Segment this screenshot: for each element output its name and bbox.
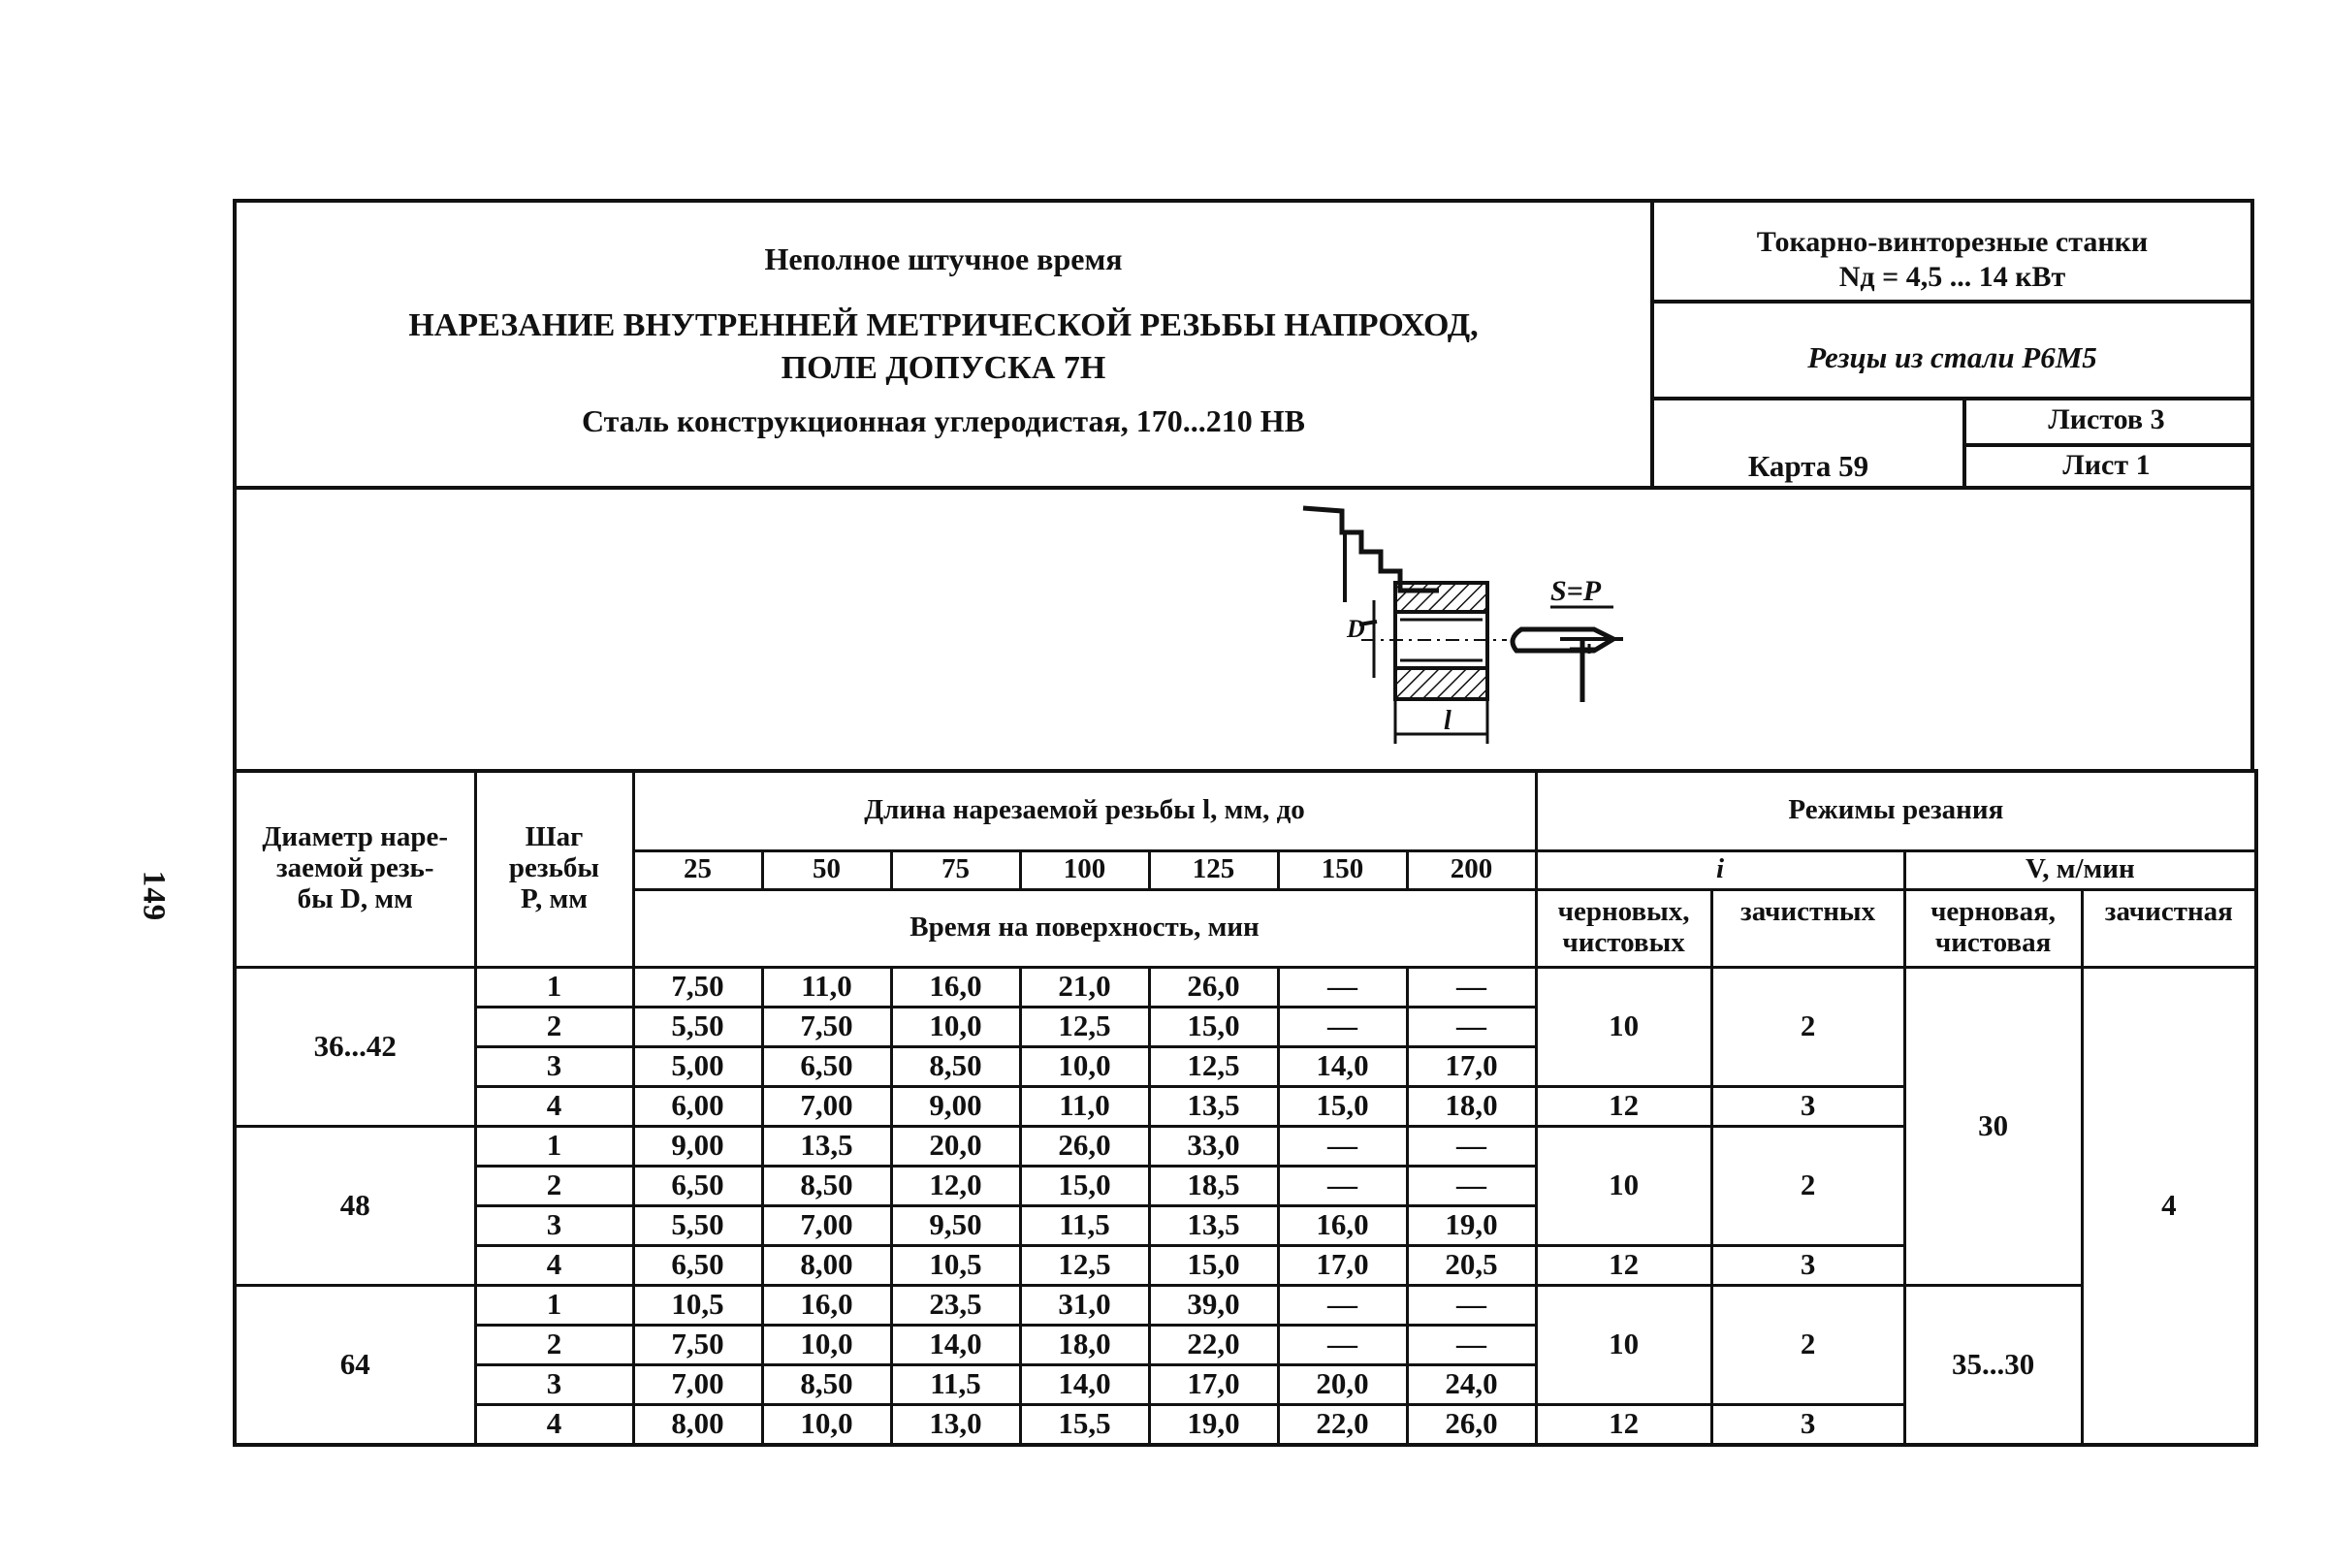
- time-cell: 18,5: [1149, 1166, 1278, 1205]
- header-subtitle: Неполное штучное время: [764, 241, 1123, 276]
- time-cell: —: [1407, 1325, 1536, 1364]
- header-material: Сталь конструкционная углеродистая, 170...210 НВ: [581, 403, 1305, 438]
- time-cell: 11,5: [1020, 1205, 1149, 1245]
- time-cell: 11,0: [762, 967, 891, 1007]
- time-cell: 9,50: [891, 1205, 1020, 1245]
- pitch-cell: 4: [475, 1404, 633, 1445]
- time-cell: 9,00: [891, 1086, 1020, 1126]
- header-title-line-2: ПОЛЕ ДОПУСКА 7Н: [781, 350, 1106, 386]
- time-cell: 14,0: [1278, 1046, 1407, 1086]
- table-row: [235, 967, 2256, 1007]
- time-cell: 5,00: [633, 1046, 762, 1086]
- machine-type: Токарно-винторезные станки: [1756, 226, 2149, 258]
- time-cell: —: [1407, 967, 1536, 1007]
- header-v-finish: зачистная: [2082, 889, 2256, 967]
- time-cell: 22,0: [1149, 1325, 1278, 1364]
- time-cell: 19,0: [1149, 1404, 1278, 1445]
- drawing-block: [233, 486, 2254, 773]
- time-cell: 39,0: [1149, 1285, 1278, 1325]
- time-cell: 12,5: [1020, 1245, 1149, 1285]
- thread-cutting-sketch: [1051, 494, 1672, 746]
- time-cell: —: [1278, 1285, 1407, 1325]
- feed-label: S=P: [1550, 575, 1602, 607]
- time-cell: 12,0: [891, 1166, 1020, 1205]
- length-50: 50: [762, 850, 891, 889]
- workpiece-top-wall: [1395, 583, 1487, 612]
- time-cell: —: [1407, 1007, 1536, 1046]
- header-i-finish: зачистных: [1711, 889, 1904, 967]
- time-cell: 13,5: [762, 1126, 891, 1166]
- passes-rough-cell: 12: [1536, 1086, 1711, 1126]
- time-cell: 14,0: [1020, 1364, 1149, 1404]
- workpiece-bottom-wall: [1395, 668, 1487, 699]
- machine-cell: [1654, 203, 2250, 304]
- card-number-cell: [1654, 397, 1966, 486]
- time-cell: 10,0: [762, 1404, 891, 1445]
- time-cell: 15,0: [1020, 1166, 1149, 1205]
- header-title: [237, 304, 1650, 390]
- time-cell: 6,50: [633, 1245, 762, 1285]
- time-cell: 7,50: [633, 967, 762, 1007]
- passes-finish-cell: 2: [1711, 1285, 1904, 1404]
- time-cell: 20,0: [891, 1126, 1020, 1166]
- cutter-material: Резцы из стали Р6М5: [1807, 340, 2097, 374]
- diameter-label: D: [1347, 615, 1365, 643]
- time-cell: 18,0: [1407, 1086, 1536, 1126]
- header-title-line-1: НАРЕЗАНИЕ ВНУТРЕННЕЙ МЕТРИЧЕСКОЙ РЕЗЬБЫ НАПРОХОД,: [408, 307, 1479, 343]
- header-v-rough: черновая, чистовая: [1904, 889, 2082, 967]
- pitch-cell: 1: [475, 1285, 633, 1325]
- time-cell: 9,00: [633, 1126, 762, 1166]
- pitch-cell: 3: [475, 1364, 633, 1404]
- time-cell: 26,0: [1149, 967, 1278, 1007]
- header-i-rough: черновых, чистовых: [1536, 889, 1711, 967]
- passes-finish-cell: 2: [1711, 967, 1904, 1086]
- chuck-jaw-outline: [1303, 508, 1439, 591]
- header-thread-length: Длина нарезаемой резьбы l, мм, до: [633, 771, 1536, 850]
- speed-rough-cell: 30: [1904, 967, 2082, 1285]
- length-200: 200: [1407, 850, 1536, 889]
- table-row: [235, 1285, 2256, 1325]
- speed-rough-cell: 35...30: [1904, 1285, 2082, 1445]
- pitch-cell: 2: [475, 1007, 633, 1046]
- time-cell: 15,0: [1149, 1245, 1278, 1285]
- machine-power: Nд = 4,5 ... 14 кВт: [1838, 261, 2066, 293]
- length-label: l: [1444, 706, 1452, 736]
- speed-finish-cell: 4: [2082, 967, 2256, 1445]
- time-cell: 17,0: [1278, 1245, 1407, 1285]
- header-passes-i: i: [1536, 850, 1904, 889]
- passes-rough-cell: 10: [1536, 967, 1711, 1086]
- time-cell: 23,5: [891, 1285, 1020, 1325]
- time-cell: 33,0: [1149, 1126, 1278, 1166]
- cutter-cell: [1654, 300, 2250, 400]
- time-cell: 26,0: [1020, 1126, 1149, 1166]
- time-cell: 6,00: [633, 1086, 762, 1126]
- time-cell: 15,0: [1149, 1007, 1278, 1046]
- time-cell: 6,50: [762, 1046, 891, 1086]
- time-cell: 17,0: [1149, 1364, 1278, 1404]
- time-cell: —: [1407, 1166, 1536, 1205]
- time-cell: —: [1278, 967, 1407, 1007]
- time-cell: 11,0: [1020, 1086, 1149, 1126]
- time-cell: —: [1278, 1126, 1407, 1166]
- length-150: 150: [1278, 850, 1407, 889]
- header-title-block: [237, 203, 1654, 486]
- page-number: 149: [136, 870, 172, 922]
- length-125: 125: [1149, 850, 1278, 889]
- time-cell: —: [1407, 1285, 1536, 1325]
- time-cell: 20,0: [1278, 1364, 1407, 1404]
- length-25: 25: [633, 850, 762, 889]
- diameter-cell: 36...42: [235, 967, 475, 1126]
- time-cell: 8,50: [762, 1364, 891, 1404]
- time-cell: 7,00: [762, 1086, 891, 1126]
- passes-rough-cell: 12: [1536, 1404, 1711, 1445]
- time-cell: 12,5: [1149, 1046, 1278, 1086]
- time-cell: 7,50: [762, 1007, 891, 1046]
- time-cell: 13,0: [891, 1404, 1020, 1445]
- time-cell: 11,5: [891, 1364, 1020, 1404]
- time-cell: 5,50: [633, 1007, 762, 1046]
- time-cell: 7,00: [762, 1205, 891, 1245]
- header-surface-time: Время на поверхность, мин: [633, 889, 1536, 967]
- passes-finish-cell: 2: [1711, 1126, 1904, 1245]
- time-cell: 16,0: [891, 967, 1020, 1007]
- header-info-block: [1654, 203, 2250, 486]
- header-cutting-modes: Режимы резания: [1536, 771, 2256, 850]
- time-cell: —: [1278, 1166, 1407, 1205]
- time-cell: 7,50: [633, 1325, 762, 1364]
- passes-finish-cell: 3: [1711, 1245, 1904, 1285]
- time-cell: 24,0: [1407, 1364, 1536, 1404]
- time-cell: 17,0: [1407, 1046, 1536, 1086]
- time-cell: 6,50: [633, 1166, 762, 1205]
- card-number: Карта 59: [1747, 449, 1869, 483]
- time-cell: 13,5: [1149, 1086, 1278, 1126]
- time-cell: 5,50: [633, 1205, 762, 1245]
- time-cell: 22,0: [1278, 1404, 1407, 1445]
- sheet-number: Лист 1: [2062, 449, 2151, 481]
- time-cell: 7,00: [633, 1364, 762, 1404]
- length-75: 75: [891, 850, 1020, 889]
- diameter-cell: 64: [235, 1285, 475, 1445]
- diameter-cell: 48: [235, 1126, 475, 1285]
- time-cell: 8,50: [891, 1046, 1020, 1086]
- time-cell: 8,50: [762, 1166, 891, 1205]
- time-cell: 20,5: [1407, 1245, 1536, 1285]
- length-100: 100: [1020, 850, 1149, 889]
- time-cell: 15,5: [1020, 1404, 1149, 1445]
- time-cell: 31,0: [1020, 1285, 1149, 1325]
- time-cell: 16,0: [762, 1285, 891, 1325]
- time-cell: —: [1407, 1126, 1536, 1166]
- pitch-cell: 3: [475, 1046, 633, 1086]
- pitch-cell: 2: [475, 1325, 633, 1364]
- pitch-cell: 1: [475, 967, 633, 1007]
- time-cell: 10,0: [891, 1007, 1020, 1046]
- passes-finish-cell: 3: [1711, 1404, 1904, 1445]
- time-cell: 8,00: [762, 1245, 891, 1285]
- time-cell: 18,0: [1020, 1325, 1149, 1364]
- time-cell: 10,0: [1020, 1046, 1149, 1086]
- time-cell: 13,5: [1149, 1205, 1278, 1245]
- pitch-cell: 3: [475, 1205, 633, 1245]
- passes-finish-cell: 3: [1711, 1086, 1904, 1126]
- passes-rough-cell: 10: [1536, 1126, 1711, 1245]
- time-cell: 26,0: [1407, 1404, 1536, 1445]
- time-cell: 21,0: [1020, 967, 1149, 1007]
- time-cell: 19,0: [1407, 1205, 1536, 1245]
- table-body: [235, 967, 2256, 1445]
- time-cell: 15,0: [1278, 1086, 1407, 1126]
- time-cell: 14,0: [891, 1325, 1020, 1364]
- passes-rough-cell: 10: [1536, 1285, 1711, 1404]
- time-cell: 8,00: [633, 1404, 762, 1445]
- passes-rough-cell: 12: [1536, 1245, 1711, 1285]
- time-cell: 10,5: [891, 1245, 1020, 1285]
- time-cell: 12,5: [1020, 1007, 1149, 1046]
- pitch-cell: 4: [475, 1086, 633, 1126]
- time-cell: 10,5: [633, 1285, 762, 1325]
- header-speed-v: V, м/мин: [1904, 850, 2256, 889]
- header-diameter: Диаметр наре- заемой резь- бы D, мм: [235, 771, 475, 967]
- sheets-total: Листов 3: [1962, 397, 2250, 447]
- card-header: [233, 199, 2254, 490]
- time-cell: —: [1278, 1007, 1407, 1046]
- pitch-cell: 4: [475, 1245, 633, 1285]
- header-pitch: Шаг резьбы P, мм: [475, 771, 633, 967]
- time-cell: 10,0: [762, 1325, 891, 1364]
- cutting-time-table: [233, 769, 2258, 1447]
- time-cell: 16,0: [1278, 1205, 1407, 1245]
- pitch-cell: 2: [475, 1166, 633, 1205]
- time-cell: —: [1278, 1325, 1407, 1364]
- pitch-cell: 1: [475, 1126, 633, 1166]
